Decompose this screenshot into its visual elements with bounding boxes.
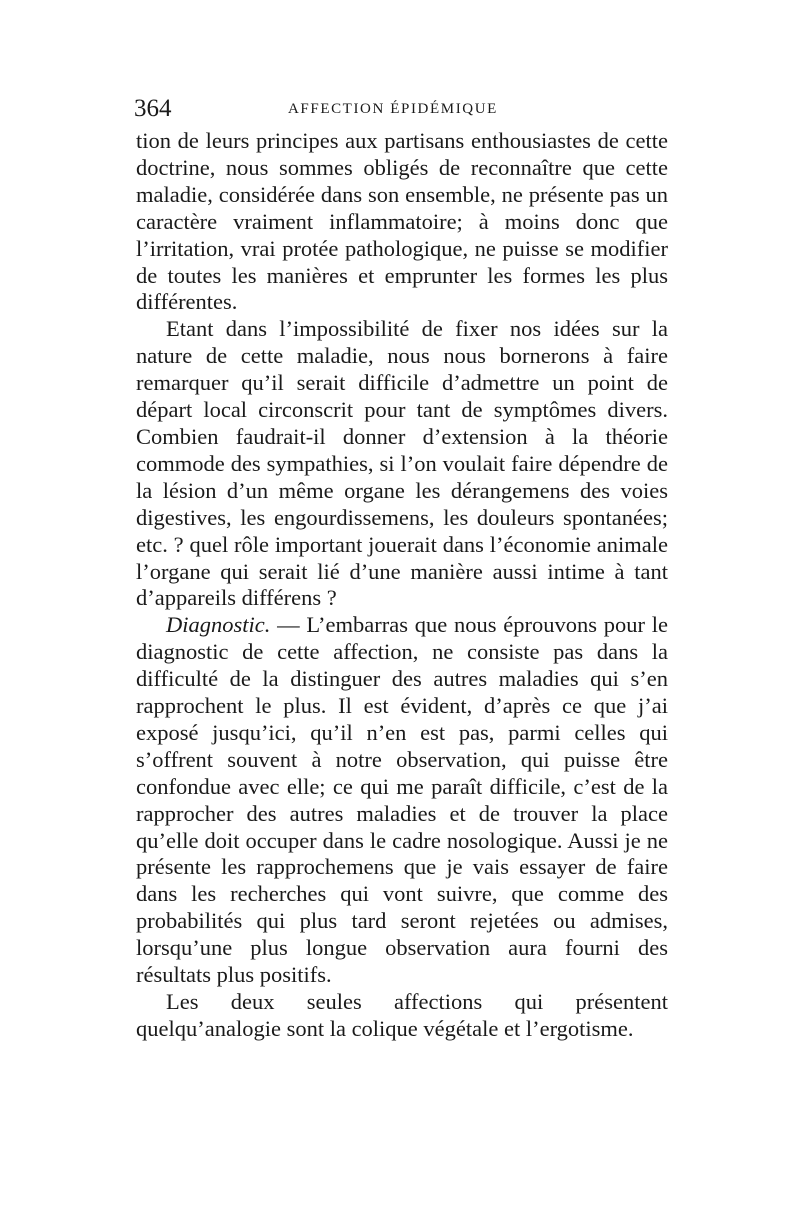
- running-head: [134, 94, 670, 124]
- paragraph-nature-maladie: Etant dans l’impossibilité de fixer nos idées sur la nature de cette maladie, nous nous bornerons à faire remarquer qu’il serait difficile d’admettre un point de départ local circonscrit pour tant de symptômes divers. Combien faudrait-il donner d’extension à la théorie commode des sympathies, si l’on voulait faire dépendre de la lésion d’un même organe les dérangemens des voies digestives, les engourdissemens, les douleurs spontanées; etc. ? quel rôle important jouerait dans l’économie animale l’organe qui serait lié d’une manière aussi intime à tant d’appareils différens ?: [136, 316, 668, 611]
- page-number: 364: [134, 95, 172, 122]
- paragraph-continuation: tion de leurs principes aux partisans enthousiastes de cette doctrine, nous sommes obligés de reconnaître que cette maladie, considérée dans son ensemble, ne présente pas un caractère vraiment inflammatoire; à moins donc que l’irritation, vrai protée pathologique, ne puisse se modifier de toutes les manières et emprunter les formes les plus différentes.: [136, 128, 668, 315]
- running-title: AFFECTION ÉPIDÉMIQUE: [288, 101, 498, 117]
- section-heading-diagnostic: Diagnostic.: [166, 612, 271, 638]
- body-text: [136, 128, 668, 1043]
- paragraph-diagnostic: [136, 612, 668, 989]
- paragraph-diagnostic-text: — L’embarras que nous éprouvons pour le diagnostic de cette affection, ne consiste pas dans la difficulté de la distinguer des autres maladies qui s’en rapprochent le plus. Il est évident, d’après ce que j’ai exposé jusqu’ici, qu’il n’en est pas, parmi celles qui s’offrent souvent à notre observation, qui puisse être confondue avec elle; ce qui me paraît difficile, c’est de la rapprocher des autres maladies et de trouver la place qu’elle doit occuper dans le cadre nosologique. Aussi je ne présente les rapprochemens que je vais essayer de faire dans les recherches qui vont suivre, que comme des probabilités qui plus tard seront rejetées ou admises, lorsqu’une plus longue observation aura fourni des résultats plus positifs.: [136, 612, 668, 988]
- paragraph-affections: Les deux seules affections qui présentent quelqu’analogie sont la colique végétale et l’ergotisme.: [136, 989, 668, 1041]
